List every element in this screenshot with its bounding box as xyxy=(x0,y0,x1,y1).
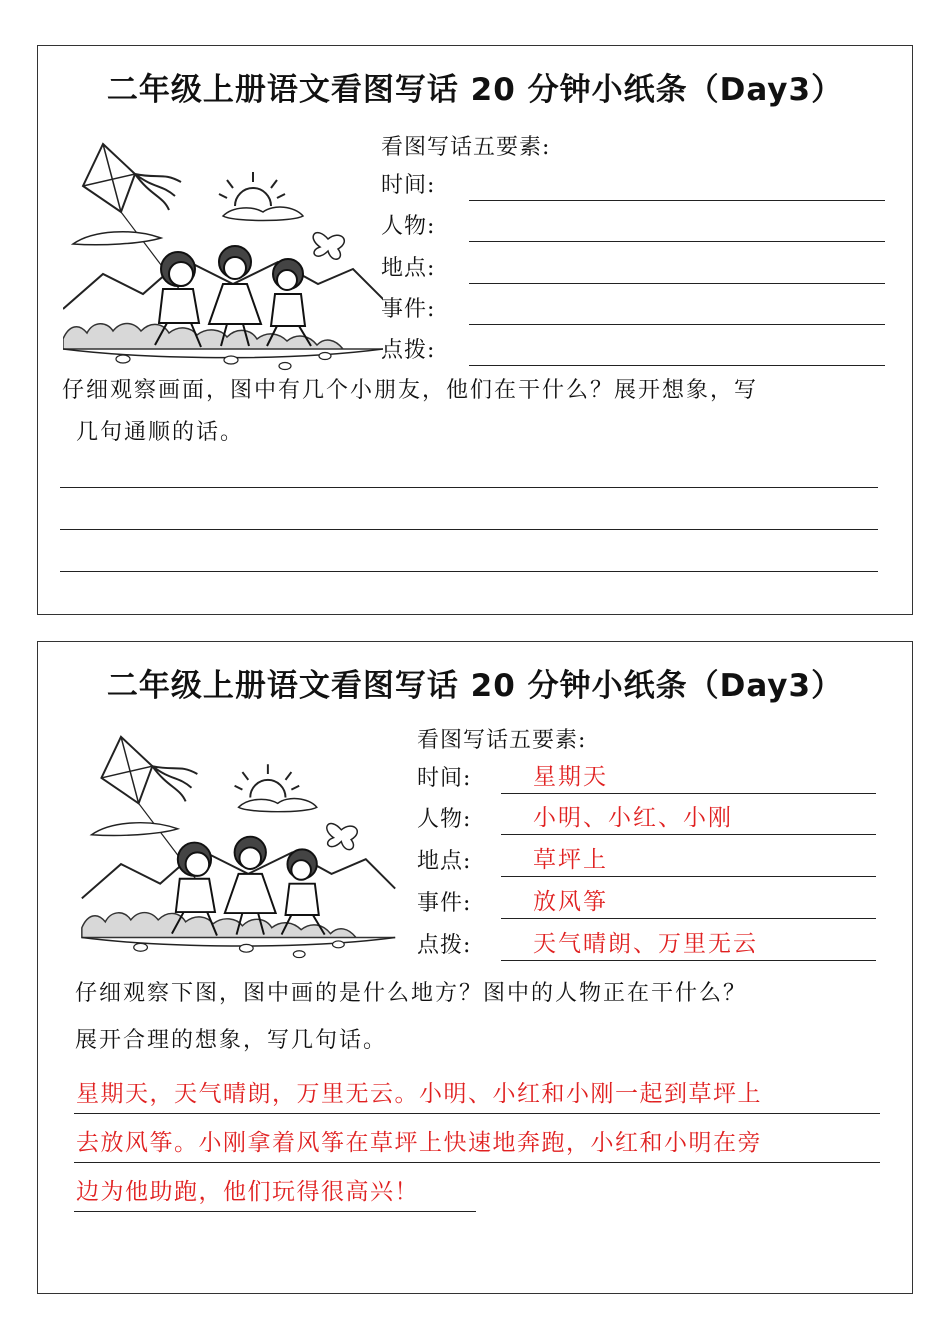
kite-flying-illustration xyxy=(63,134,383,374)
answer-prompt-line1: 仔细观察下图，图中画的是什么地方？图中的人物正在干什么？ xyxy=(75,981,748,1006)
answer-card xyxy=(37,641,913,1294)
time-label: 时间: xyxy=(417,766,472,791)
worksheet-prompt-line2: 几句通顺的话。 xyxy=(76,419,245,445)
people-input-line[interactable] xyxy=(469,240,885,242)
hint-row xyxy=(381,332,885,366)
writing-line[interactable] xyxy=(60,487,878,488)
event-row xyxy=(381,291,885,325)
event-label: 事件: xyxy=(417,891,472,916)
hint-row xyxy=(417,927,876,961)
event-row xyxy=(417,885,876,919)
answer-line: 星期天，天气晴朗，万里无云。小明、小红和小刚一起到草坪上 xyxy=(74,1065,884,1114)
kite-flying-illustration xyxy=(66,727,411,962)
event-input-line[interactable] xyxy=(469,323,885,325)
hint-label: 点拨: xyxy=(417,933,472,958)
elements-heading: 看图写话五要素: xyxy=(417,728,587,753)
place-input-line[interactable] xyxy=(469,282,885,284)
hint-answer: 天气晴朗、万里无云 xyxy=(533,931,758,957)
worksheet-card xyxy=(37,45,913,615)
worksheet-prompt-line1: 仔细观察画面，图中有几个小朋友，他们在干什么？展开想象，写 xyxy=(62,378,759,403)
event-answer: 放风筝 xyxy=(533,889,608,915)
answer-prompt-line2: 展开合理的想象，写几句话。 xyxy=(75,1028,388,1054)
elements-heading: 看图写话五要素: xyxy=(381,135,551,160)
time-row xyxy=(381,167,885,201)
place-label: 地点: xyxy=(417,849,472,874)
time-answer: 星期天 xyxy=(533,764,608,790)
place-row xyxy=(381,250,885,284)
answer-prompt xyxy=(75,970,895,1065)
worksheet-title: 二年级上册语文看图写话 20 分钟小纸条（Day3） xyxy=(106,72,844,108)
event-label: 事件: xyxy=(381,297,436,322)
hint-input-line[interactable] xyxy=(469,364,885,366)
time-input-line[interactable] xyxy=(469,199,885,201)
place-row xyxy=(417,843,876,877)
people-answer: 小明、小红、小刚 xyxy=(533,805,733,831)
answer-title: 二年级上册语文看图写话 20 分钟小纸条（Day3） xyxy=(106,668,844,704)
writing-line[interactable] xyxy=(60,529,878,530)
people-row xyxy=(381,208,885,242)
people-label: 人物: xyxy=(417,807,472,832)
worksheet-prompt xyxy=(62,370,902,454)
hint-label: 点拨: xyxy=(381,338,436,363)
place-label: 地点: xyxy=(381,256,436,281)
answer-line: 去放风筝。小刚拿着风筝在草坪上快速地奔跑，小红和小明在旁 xyxy=(74,1114,884,1163)
writing-line[interactable] xyxy=(60,571,878,572)
time-label: 时间: xyxy=(381,173,436,198)
people-row xyxy=(417,801,876,835)
time-row xyxy=(417,760,876,794)
model-answer xyxy=(74,1065,884,1212)
place-answer: 草坪上 xyxy=(533,847,608,873)
answer-line: 边为他助跑，他们玩得很高兴！ xyxy=(74,1163,884,1212)
people-label: 人物: xyxy=(381,214,436,239)
